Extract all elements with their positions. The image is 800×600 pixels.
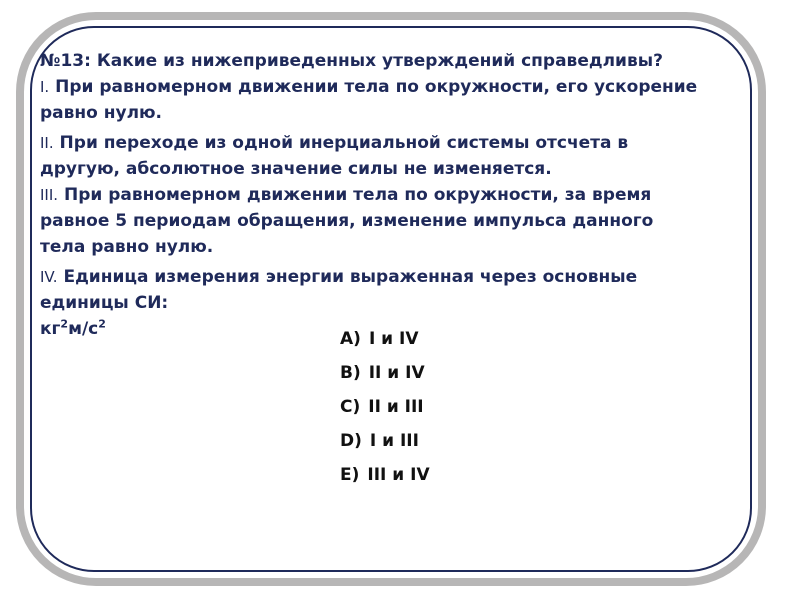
statement-1-line-1 [40, 74, 768, 100]
statement-3-text: При равномерном движении тела по окружности, за время [63, 185, 652, 205]
answer-options [340, 322, 430, 492]
statement-3-line-1 [40, 182, 768, 208]
statement-2-roman: II. [40, 134, 54, 152]
unit-kg: кг [40, 319, 61, 339]
statement-4-line-1 [40, 264, 768, 290]
question-text: Какие из нижеприведенных утверждений справедливы? [96, 51, 663, 71]
answer-option-e[interactable] [340, 458, 430, 492]
answer-text: II и III [368, 397, 424, 417]
statement-4-text: Единица измерения энергии выраженная через основные [63, 267, 638, 287]
statement-2-text: При переходе из одной инерциальной системы отсчета в [59, 133, 629, 153]
answer-text: I и IV [368, 329, 419, 349]
statement-2-line-1 [40, 130, 768, 156]
statement-1-text: При равномерном движении тела по окружности, его ускорение [55, 77, 698, 97]
statement-3-line-2: равное 5 периодам обращения, изменение импульса данного [40, 211, 654, 231]
answer-text: I и III [369, 431, 419, 451]
statement-2-line-2: другую, абсолютное значение силы не изменяется. [40, 159, 552, 179]
statement-3-line-3: тела равно нулю. [40, 237, 214, 257]
answer-option-a[interactable] [340, 322, 430, 356]
statement-1-line-2: равно нулю. [40, 103, 163, 123]
statement-3-roman: III. [40, 186, 59, 204]
unit-kg-exponent: 2 [60, 317, 69, 331]
answer-letter: E) [340, 465, 360, 485]
question-number: №13: [40, 51, 91, 71]
statement-4-line-2: единицы СИ: [40, 293, 169, 313]
answer-letter: C) [340, 397, 361, 417]
unit-m-s: м/с [68, 319, 99, 339]
answer-option-c[interactable] [340, 390, 430, 424]
unit-s-exponent: 2 [98, 317, 106, 331]
answer-text: II и IV [368, 363, 425, 383]
answer-option-b[interactable] [340, 356, 430, 390]
answer-letter: A) [340, 329, 361, 349]
answer-letter: B) [340, 363, 361, 383]
statement-1-roman: I. [40, 78, 50, 96]
question-block [40, 48, 768, 342]
question-title [40, 48, 768, 74]
answer-text: III и IV [367, 465, 430, 485]
statement-4-roman: IV. [40, 268, 58, 286]
answer-option-d[interactable] [340, 424, 430, 458]
answer-letter: D) [340, 431, 362, 451]
